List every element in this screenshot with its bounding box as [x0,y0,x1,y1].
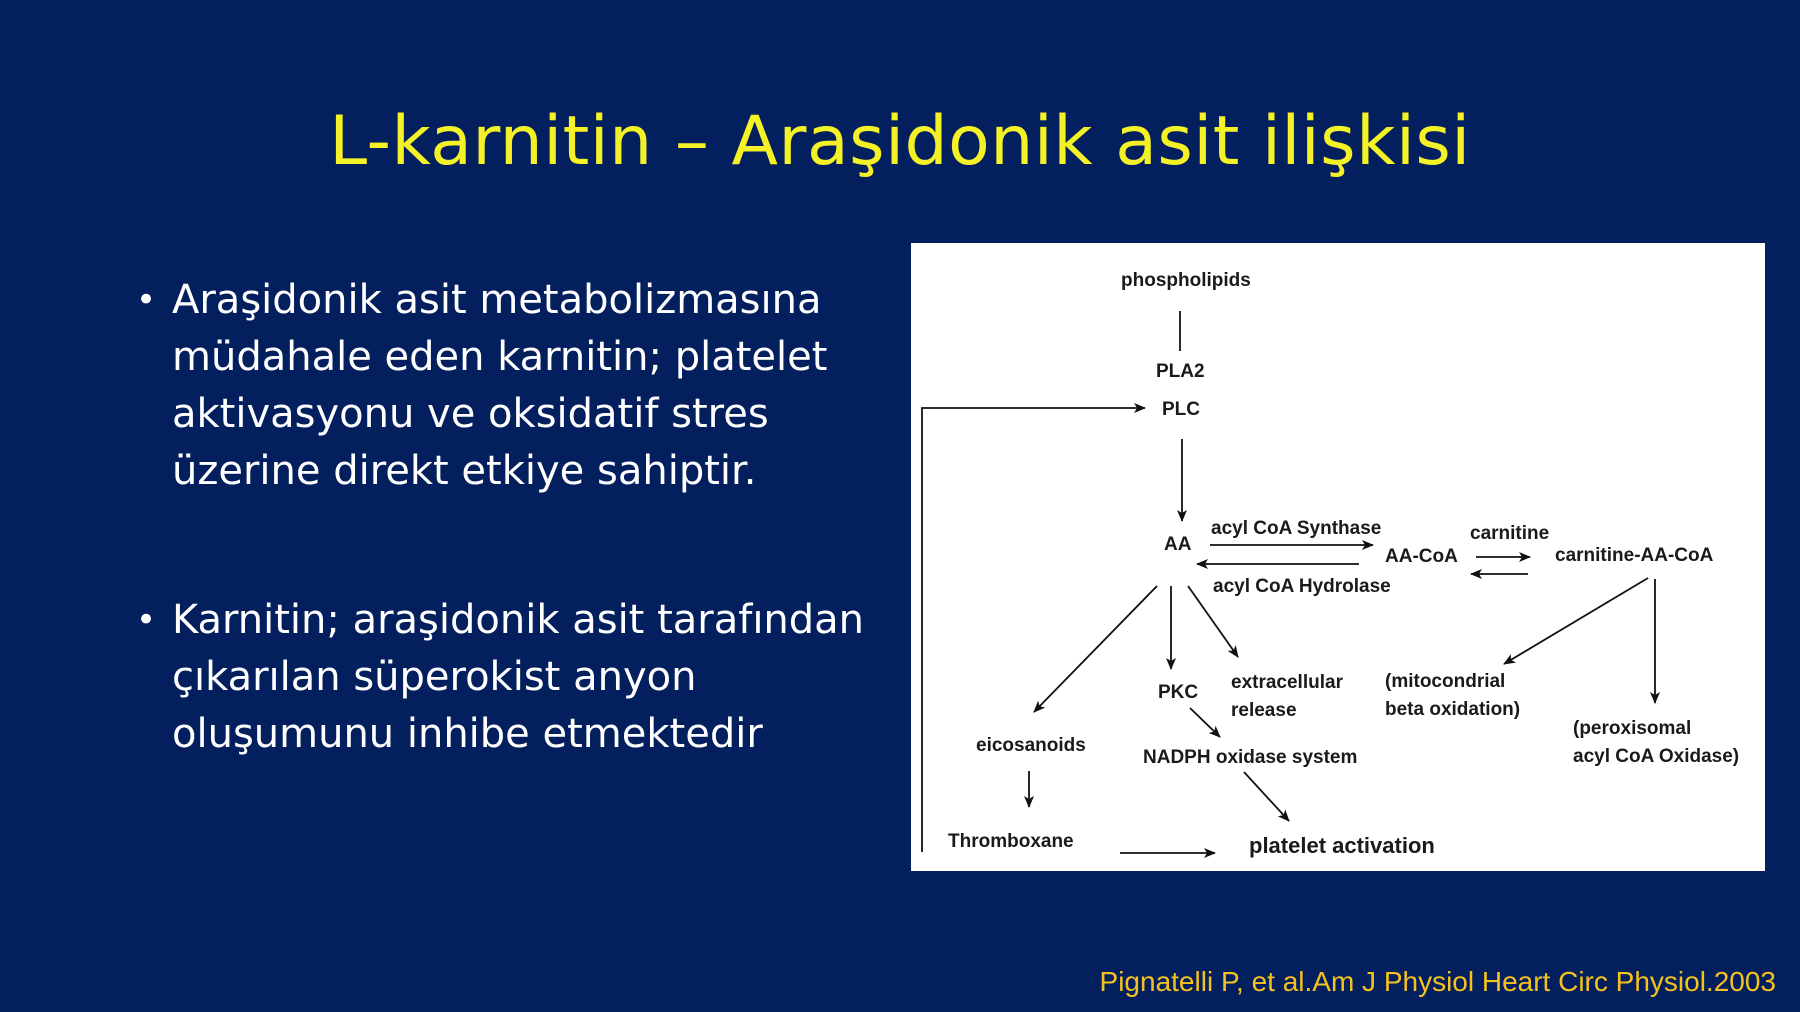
node-nadph: NADPH oxidase system [1143,747,1358,768]
bullet-text-2: Karnitin; araşidonik asit tarafından çıkarılan süperokist anyon oluşumunu inhibe etmektedir [172,597,865,757]
node-carnitine-aa-coa: carnitine-AA-CoA [1555,545,1714,566]
node-extracellular-1: extracellular [1231,672,1343,693]
node-thromboxane: Thromboxane [948,831,1074,852]
arrow-carnitine-mito [1504,578,1648,664]
node-mito-2: beta oxidation) [1385,699,1521,720]
node-platelet-activation: platelet activation [1249,833,1435,858]
node-pla2: PLA2 [1156,361,1205,382]
node-aa: AA [1164,534,1192,555]
node-extracellular-2: release [1231,700,1297,721]
node-pkc: PKC [1158,682,1199,703]
node-phospholipids: phospholipids [1121,270,1251,291]
arrow-aa-eicosanoids [1034,586,1157,712]
bullet-list [132,272,892,763]
slide-title: L-karnitin – Araşidonik asit ilişkisi [329,102,1471,181]
node-mito-1: (mitocondrial [1385,671,1506,692]
pathway-diagram [911,243,1765,871]
bullet-text-1: Araşidonik asit metabolizmasına müdahale eden karnitin; platelet aktivasyonu ve oksidatif stres üzerine direkt etkiye sahiptir. [172,277,828,494]
citation: Pignatelli P, et al.Am J Physiol Heart Circ Physiol.2003 [1099,966,1776,997]
arrow-nadph-platelet [1244,772,1289,821]
node-perox-2: acyl CoA Oxidase) [1573,746,1740,767]
bullet-item-2 [132,592,892,763]
pathway-diagram-svg [911,243,1765,871]
node-plc: PLC [1162,399,1200,420]
bullet-symbol: • [136,280,157,320]
node-aa-coa: AA-CoA [1385,546,1458,567]
label-carnitine: carnitine [1470,523,1550,544]
bullet-item-1 [132,272,892,500]
node-perox-1: (peroxisomal [1573,718,1692,739]
label-acyl-coa-hydrolase: acyl CoA Hydrolase [1213,576,1391,597]
label-acyl-coa-synthase: acyl CoA Synthase [1211,518,1382,539]
feedback-loop-arrow [922,408,1145,852]
node-eicosanoids: eicosanoids [976,735,1086,756]
arrow-pkc-nadph [1190,708,1220,737]
bullet-symbol: • [136,600,157,640]
